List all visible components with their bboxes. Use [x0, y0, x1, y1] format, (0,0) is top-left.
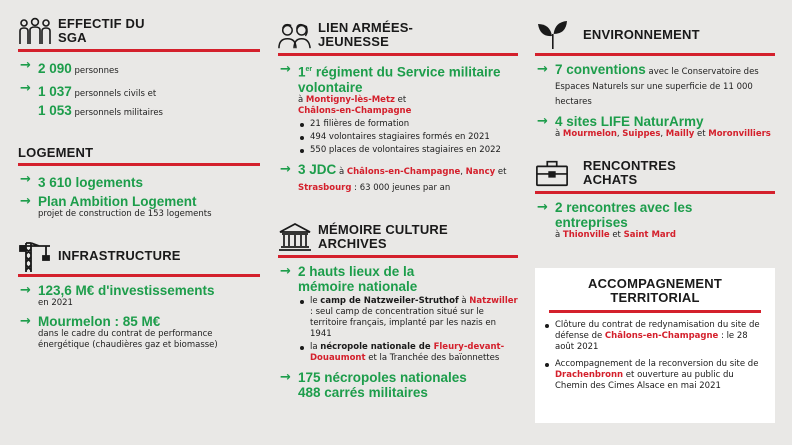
city-nancy: Nancy [465, 166, 496, 177]
smv-number: 1 [298, 64, 306, 80]
mourmelon-desc: dans le cadre du contrat de performance énergétique (chaudières gaz et biomasse) [38, 329, 218, 350]
city-mourmelon: Mourmelon [562, 129, 617, 139]
investissements: 123,6 M€ d'investissements [38, 283, 215, 298]
bullet-item [298, 296, 518, 340]
investissements-year: en 2021 [38, 298, 73, 308]
section-rencontres [535, 158, 775, 241]
youth-icon [278, 20, 312, 50]
people-icon [18, 16, 52, 46]
rencontres-and: et [609, 230, 624, 240]
smv-sup: er [305, 66, 313, 73]
arrow-icon: → [20, 172, 31, 187]
divider [549, 310, 761, 313]
list-item [278, 162, 518, 194]
b1-bold: camp de Natzweiler-Struthof [320, 296, 459, 306]
museum-icon [278, 222, 312, 252]
jdc-at: à [336, 166, 347, 177]
life-at: à [555, 129, 563, 139]
accompagnement-bullets [543, 320, 761, 392]
city-montigny: Montigny-lès-Metz [305, 94, 395, 105]
section-memoire [278, 222, 518, 400]
carres-militaires: 488 carrés militaires [298, 385, 428, 400]
list-item [535, 200, 775, 241]
city-moronvilliers: Moronvilliers [708, 129, 771, 139]
leaf-icon [535, 20, 569, 50]
effectif-label: personnes [71, 66, 119, 76]
section-infrastructure [18, 241, 260, 351]
logement-title: LOGEMENT [18, 145, 94, 160]
divider [278, 53, 518, 56]
life-sep: , [616, 129, 623, 139]
life-and: et [694, 129, 709, 139]
city-saint-mard: Saint Mard [623, 230, 676, 240]
acc-b1-a: Clôture du contrat de redynamisation du site de défense de [555, 320, 760, 341]
smv-at: à [298, 94, 306, 105]
city-chalons: Châlons-en-Champagne [298, 105, 412, 116]
life-naturarmy: 4 sites LIFE NaturArmy [555, 114, 704, 129]
city-chalons: Châlons-en-Champagne [346, 166, 461, 177]
arrow-icon: → [20, 283, 31, 298]
jdc-tail: : 63 000 jeunes par an [351, 182, 451, 193]
militaires-count: 1 053 [38, 103, 72, 118]
jdc-count: 3 JDC [298, 161, 337, 177]
list-item [278, 264, 518, 364]
life-sep: , [660, 129, 666, 139]
smv-bullets [298, 119, 518, 156]
section-effectif [18, 16, 260, 119]
crane-icon [18, 241, 52, 271]
b2-bold: nécropole nationale de [320, 342, 434, 352]
jdc-sep: , [460, 166, 466, 177]
city-suippes: Suippes [622, 129, 661, 139]
city-chalons: Châlons-en-Champagne [604, 331, 719, 341]
rencontres-at: à [555, 230, 563, 240]
b2-tail: et la Tranchée des baïonnettes [365, 353, 500, 363]
effectif-title: EFFECTIF DU SGA [58, 16, 145, 45]
necropoles: 175 nécropoles nationales [298, 370, 467, 385]
section-lien-armees-jeunesse [278, 20, 518, 194]
city-mailly: Mailly [665, 129, 695, 139]
city-strasbourg: Strasbourg [298, 182, 352, 193]
rencontres-title: RENCONTRES ACHATS [583, 158, 677, 187]
bullet-item [298, 342, 518, 364]
divider [18, 274, 260, 277]
section-logement [18, 146, 260, 220]
bullet-item: 494 volontaires stagiaires formés en 2021 [298, 132, 518, 143]
city-thionville: Thionville [562, 230, 610, 240]
b1-le: le [310, 296, 321, 306]
arrow-icon: → [537, 62, 548, 77]
smv-title [298, 62, 518, 95]
arrow-icon: → [20, 194, 31, 209]
city-fleury: Fleury-devant-Douaumont [310, 342, 505, 363]
arrow-icon: → [280, 62, 291, 77]
list-item [18, 172, 260, 191]
arrow-icon: → [537, 200, 548, 215]
list-item [18, 314, 260, 351]
list-item [18, 283, 260, 309]
list-item [278, 62, 518, 156]
arrow-icon: → [280, 264, 291, 279]
list-item [18, 58, 260, 77]
divider [18, 49, 260, 52]
bullet-item: 550 places de volontaires stagiaires en 2022 [298, 145, 518, 156]
lien-title: LIEN ARMÉES-JEUNESSE [318, 20, 414, 49]
memoire-title: MÉMOIRE CULTURE ARCHIVES [318, 222, 448, 251]
acc-b2-a: Accompagnement de la reconversion du site de [555, 359, 759, 369]
list-item [18, 81, 260, 119]
divider [535, 191, 775, 194]
divider [18, 163, 260, 166]
infrastructure-title: INFRASTRUCTURE [58, 248, 181, 263]
list-item [535, 62, 775, 108]
bullet-item: 21 filières de formation [298, 119, 518, 130]
section-environnement [535, 20, 775, 140]
list-item [18, 194, 260, 220]
b1-tail: : seul camp de concentration situé sur le territoire français, implanté par les nazis en 1941 [310, 307, 497, 339]
acc-b1-b: : le 28 août 2021 [555, 331, 748, 352]
smv-text: régiment du Service militaire volontaire [298, 64, 501, 95]
plan-ambition-desc: projet de construction de 153 logements [38, 209, 212, 219]
section-accompagnement [535, 268, 775, 423]
civils-label: personnels civils et [71, 89, 157, 99]
arrow-icon: → [20, 81, 31, 96]
conventions-desc: avec le Conservatoire des Espaces Naturels sur une superficie de 11 000 hectares [555, 67, 759, 107]
list-item [278, 370, 518, 400]
divider [278, 255, 518, 258]
memoire-bullets [298, 296, 518, 364]
smv-and: et [394, 94, 407, 105]
civils-count: 1 037 [38, 84, 72, 99]
city-natzwiller: Natzwiller [469, 296, 518, 306]
b2-la: la [310, 342, 321, 352]
bullet-item [543, 320, 761, 353]
militaires-label: personnels militaires [71, 108, 163, 118]
mourmelon-invest: Mourmelon : 85 M€ [38, 314, 161, 329]
arrow-icon: → [280, 161, 291, 177]
jdc-and: et [495, 166, 507, 177]
arrow-icon: → [20, 58, 31, 73]
hauts-lieux: 2 hauts lieux de la mémoire nationale [298, 264, 418, 294]
acc-b2-b: et ouverture au public du Chemin des Cimes Alsace en mai 2021 [555, 370, 734, 391]
effectif-count: 2 090 [38, 61, 72, 76]
briefcase-icon [535, 158, 569, 188]
environnement-title: ENVIRONNEMENT [583, 27, 700, 42]
plan-ambition: Plan Ambition Logement [38, 194, 197, 209]
arrow-icon: → [20, 314, 31, 329]
rencontres-count: 2 rencontres avec les entreprises [555, 200, 693, 230]
list-item [535, 114, 775, 140]
city-drachenbronn: Drachenbronn [555, 370, 624, 380]
logements-count: 3 610 logements [38, 175, 144, 190]
bullet-item [543, 359, 761, 392]
b1-a: à [458, 296, 470, 306]
divider [535, 53, 775, 56]
arrow-icon: → [537, 114, 548, 129]
arrow-icon: → [280, 370, 291, 385]
accompagnement-title: ACCOMPAGNEMENT TERRITORIAL [588, 276, 722, 305]
conventions: 7 conventions [555, 62, 646, 77]
